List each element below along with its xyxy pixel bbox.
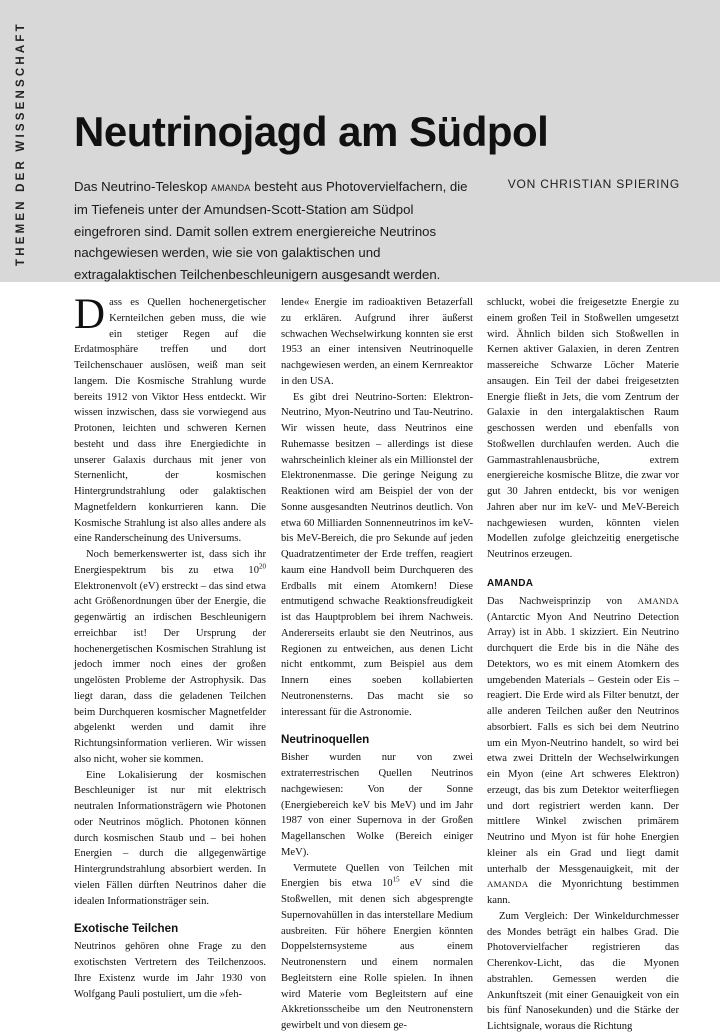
amanda-name: AMANDA	[487, 879, 529, 890]
section-heading: Exotische Teilchen	[74, 922, 179, 936]
superscript: 20	[259, 562, 266, 571]
paragraph-text: Noch bemerkenswerter ist, dass sich ihr Energiespektrum bis zu etwa 10	[74, 549, 266, 576]
author-byline: VON CHRISTIAN SPIERING	[507, 177, 680, 191]
paragraph: lende« Energie im radioaktiven Betazerfall zu erklären. Aufgrund ihrer äußerst schwachen Wechselwirkung konnten sie erst 1953 an einer intensiven Neutrinoquelle nachgewiesen werden, an einem Kernreaktor in den USA.	[281, 297, 473, 387]
paragraph: Neutrinos gehören ohne Frage zu den exotischsten Vertretern des Teilchenzoos. Ihre Existenz wurde im Jahr 1930 von Wolfgang Pauli postuliert, um die »feh-	[74, 941, 266, 1000]
paragraph: schluckt, wobei die freigesetzte Energie zu einem großen Teil in Stoßwellen umgesetzt wird. Ähnlich bilden sich Stoßwellen in Kernen aktiver Galaxien, in deren Zentren massereiche Schwarze Löcher Materie ansaugen. Ein Teil der dabei freigesetzten Energie fließt in Jets, die vom Zentrum der Galaxie in den intergalaktischen Raum geschossen werden und ebenfalls von Stoßwellen durchlaufen werden. Auch die Gammastrahlenausbrüche, extrem energiereiche kosmische Blitze, die zwar vor gut 30 Jahren entdeckt, bis vor wenigen Jahren aber nur im keV- und MeV-Bereich nachgewiesen wurden, könnten vielen Modellen zufolge gleichzeitig energetische Neutrinos erzeugen.	[487, 297, 679, 560]
text-column-3	[487, 295, 679, 1032]
section-heading	[487, 575, 679, 592]
lead-text-start: Das Neutrino-Teleskop	[74, 179, 212, 194]
text-column-1	[74, 291, 266, 1000]
paragraph	[487, 594, 679, 909]
drop-cap: D	[74, 291, 106, 338]
paragraph: Zum Vergleich: Der Winkeldurchmesser des Mondes beträgt ein halbes Grad. Die Photovervielfacher registrieren das Cherenkov-Licht, das die Myonen abstrahlen. Gemessen werden die Ankunftszeit (mit einer Genauigkeit von ein bis fünf Nanosekunden) und die Stärke der Lichtsignale, woraus die Richtung	[487, 910, 679, 1032]
paragraph	[74, 547, 266, 768]
section-label: THEMEN DER WISSENSCHAFT	[15, 21, 27, 267]
header-band	[0, 0, 720, 282]
paragraph-text: eV sind die Stoßwellen, mit denen sich abgesprengte Supernovahüllen in das interstellare Medium ausbreiten. Für höhere Energien könnten Doppelsternsysteme aus einem Neutronenstern und einem normalen Begleitstern eine Rolle spielen. In ihnen wird Materie vom Begleitstern auf eine Akkretionsscheibe um den Neutronenstern gewirbelt und von diesem ge-	[281, 878, 473, 1031]
paragraph-text: Das Nachweisprinzip von	[487, 595, 638, 607]
paragraph: Bisher wurden nur von zwei extraterrestrischen Quellen Neutrinos nachgewiesen: Von der Sonne (Energiebereich keV bis MeV) und im Jahr 1987 von einer Supernova in der Großen Magellanschen Wolke (Bereich einiger MeV).	[281, 752, 473, 858]
paragraph: Es gibt drei Neutrino-Sorten: Elektron-Neutrino, Myon-Neutrino und Tau-Neutrino. Wir wissen heute, dass Neutrinos eine Ruhemasse besitzen – allerdings ist diese wahrscheinlich kleiner als ein Millionstel der Elektronenmasse. Die geringe Neigung zu Reaktionen wird am Beispiel der von der Sonne ausgesandten Neutrinos deutlich. Von etwa 60 Milliarden Sonnenneutrinos im keV- bis MeV-Bereich, die pro Sekunde auf jeden Quadratzentimeter der Erde treffen, reagiert kaum eine Handvoll beim Durchqueren des Erdballs mit einem Atomkern! Diese entmutigend schwache Reaktionsfreudigkeit ist das Hauptproblem bei ihrem Nachweis. Andererseits erlaubt sie den Neutrinos, aus Regionen zu entweichen, aus denen Licht nicht entkommt, zum Beispiel aus dem Innern eines soeben kollabierten Neutronensterns. Das macht sie so interessant für die Astronomie.	[281, 391, 473, 718]
superscript: 15	[392, 875, 400, 884]
paragraph	[74, 291, 266, 547]
paragraph-text: Elektronenvolt (eV) erstreckt – das sind etwa acht Größenordnungen über der Energie, die gegenwärtig an irdischen Beschleunigern erreichbar ist! Der Ursprung der hochenergetischen Kosmischen Strahlung ist jedoch immer noch eines der großen ungelösten Probleme der Astrophysik. Das liegt daran, dass die geladenen Teilchen beim Durchqueren kosmischer Magnetfelder abgelenkt werden und damit ihre Richtungsinformation verlieren. Wir wissen also nicht, woher sie kommen.	[74, 580, 266, 765]
paragraph: Eine Lokalisierung der kosmischen Beschleuniger ist nur mit elektrisch neutralen Informationsträgern wie Photonen oder Neutrinos möglich. Photonen können durch kosmischen Staub und – bei hohen Energien – durch die allgegenwärtige Hintergrundstrahlung absorbiert werden. In vielen Fällen dürften Neutrinos daher die idealen Informationsträger sein.	[74, 769, 266, 907]
article-lead	[74, 176, 470, 285]
text-column-2	[281, 295, 473, 1031]
lead-amanda: AMANDA	[211, 183, 251, 193]
lead-text-end: besteht aus Photovervielfachern, die im Tiefeneis unter der Amundsen-Scott-Station am Südpol eingefroren sind. Damit sollen extrem energiereiche Neutrinos nachgewiesen werden, wie sie von galaktischen und extragalaktischen Teilchenbeschleunigern ausgesandt werden.	[74, 179, 468, 282]
amanda-name: AMANDA	[637, 595, 679, 606]
paragraph-text: die Myonrichtung bestimmen kann.	[487, 879, 679, 906]
paragraph-text: ass es Quellen hochenergetischer Kernteilchen geben muss, die wie ein stetiger Regen auf die Erdatmosphäre treffen und dort Teilchenschauer auslösen, weiß man seit langem. Die Kosmische Strahlung wurde bereits 1912 von Viktor Hess entdeckt. Wir wissen inzwischen, dass sie vorwiegend aus Protonen, leichten und schweren Kernen besteht und dass ihre Energiedichte in unserer Galaxis durchaus mit jener von Sternenlicht, der kosmischen Hintergrundstrahlung oder galaktischen Magnetfeldern konkurrieren kann. Die Kosmische Strahlung ist also alles andere als eine Randerscheinung des Universums.	[74, 297, 266, 545]
paragraph-text: Vermutete Quellen von Teilchen mit Energien bis etwa 10	[281, 862, 473, 890]
section-heading: Neutrinoquellen	[281, 733, 370, 747]
paragraph	[281, 861, 473, 1034]
article-title: Neutrinojagd am Südpol	[74, 108, 549, 155]
heading-text: AMANDA	[487, 577, 534, 589]
paragraph-text: (Antarctic Myon And Neutrino Detection Array) ist in Abb. 1 skizziert. Ein Neutrino durchquert die Erde bis in die Nähe des Detektors, wo es mit einem Atomkern des umgebenden Materials – Gestein oder Eis – reagiert. Die Erde wird als Filter benutzt, der alle anderen Teilchen außer den Neutrinos absorbiert. Falls es sich bei dem Neutrino um ein Myon-Neutrino handelt, so wird bei etwa zwei Dritteln der Wechselwirkungen ein Myon (eine Art schweres Elektron) erzeugt, das bis zum Detektor weiterfliegen und dort registriert werden kann. Der mittlere Winkel zwischen primärem Neutrino und Myon ist für hohe Energien kleiner als ein Grad und liegt damit unterhalb der Messgenauigkeit, mit der	[487, 611, 679, 875]
